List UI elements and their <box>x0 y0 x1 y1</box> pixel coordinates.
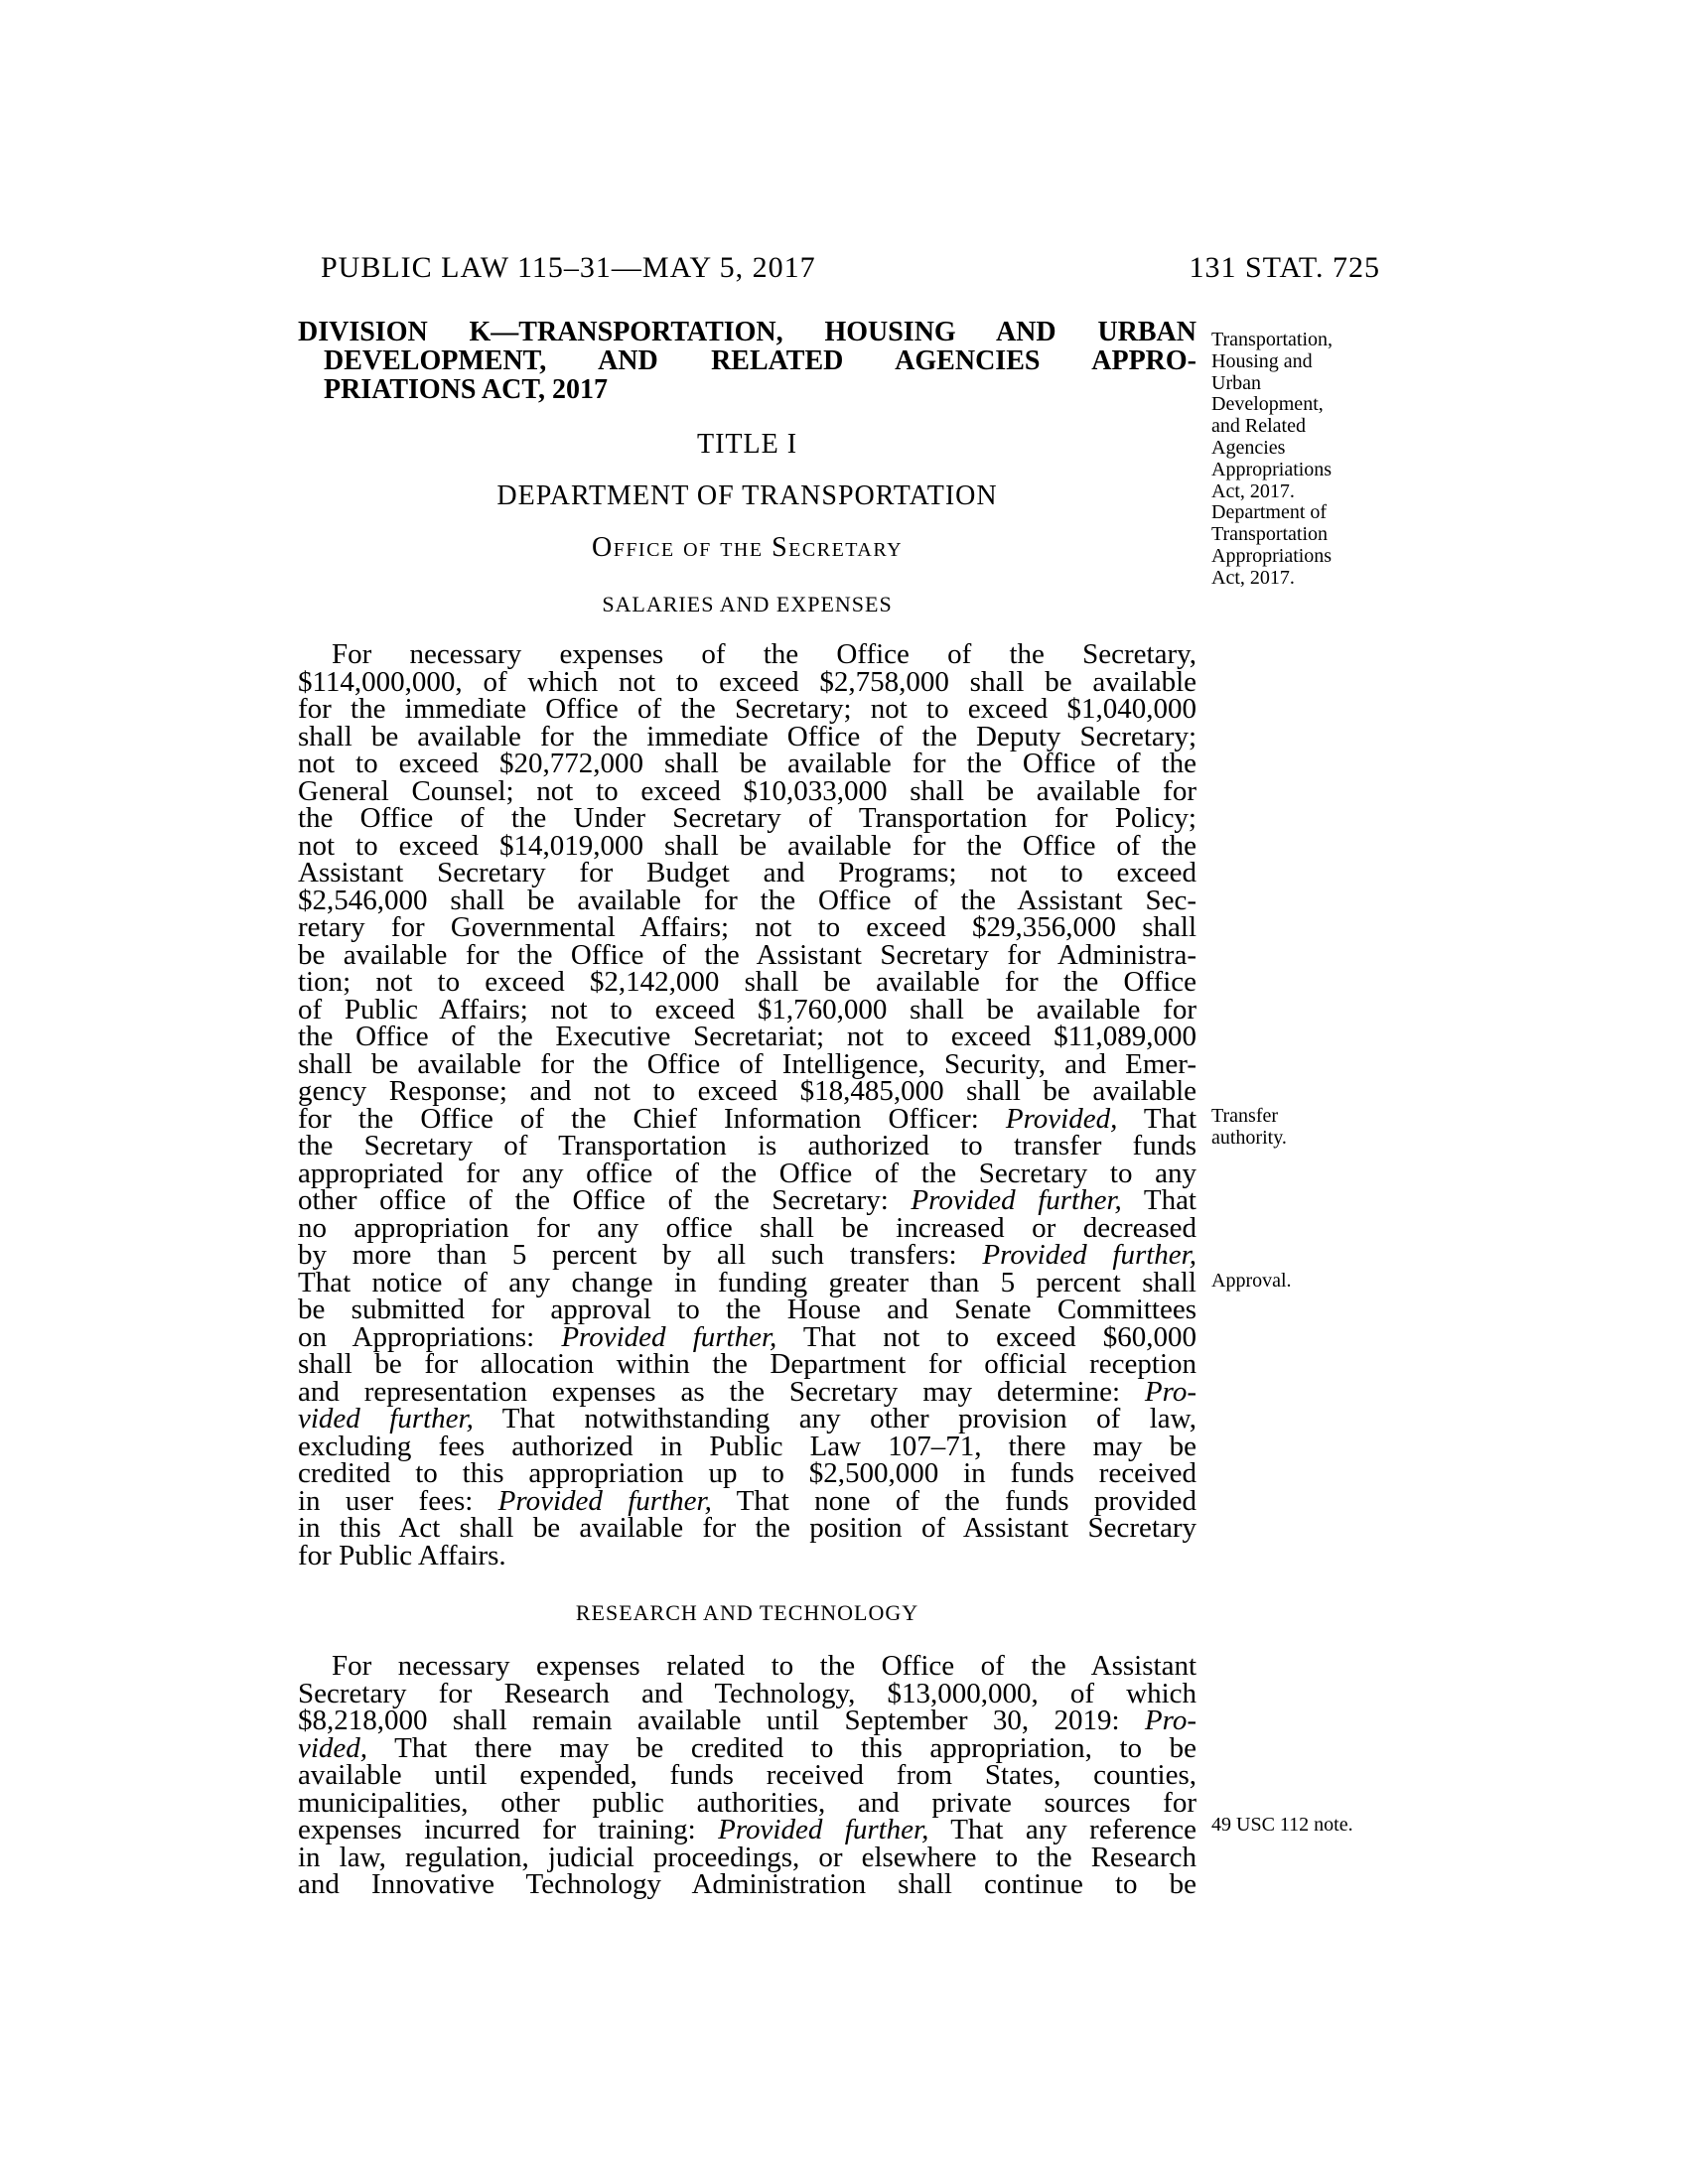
note-line: Department of <box>1211 501 1328 524</box>
division-heading-line: PRIATIONS ACT, 2017 <box>324 374 609 405</box>
text-line: other office of the Office of the Secretary: Provided further, That <box>298 1184 1196 1216</box>
margin-note-transfer-authority <box>1211 1106 1385 1150</box>
text-line: shall be available for the immediate Office of the Deputy Secretary; <box>298 720 1196 752</box>
margin-note-approval <box>1211 1271 1385 1293</box>
text-line: be available for the Office of the Assistant Secretary for Administra- <box>298 938 1196 971</box>
text-line: the Office of the Under Secretary of Transportation for Policy; <box>298 802 1196 834</box>
running-head: PUBLIC LAW 115–31—MAY 5, 2017 <box>321 251 816 284</box>
text-line: municipalities, other public authorities, and private sources for <box>298 1786 1196 1819</box>
text-line: That notice of any change in funding greater than 5 percent shall <box>298 1266 1196 1298</box>
text-line: For necessary expenses of the Office of the Secretary, <box>332 638 1196 670</box>
office-of-the-secretary-heading: Office of the Secretary <box>591 532 904 563</box>
text-line: by more than 5 percent by all such transfers: Provided further, <box>298 1239 1196 1271</box>
text-line: for the immediate Office of the Secretary; not to exceed $1,040,000 <box>298 693 1196 725</box>
note-line: Urban <box>1211 371 1261 394</box>
text-line: $2,546,000 shall be available for the Office of the Assistant Sec- <box>298 884 1196 916</box>
title-heading: TITLE I <box>696 429 798 460</box>
text-line: shall be available for the Office of Intelligence, Security, and Emer- <box>298 1047 1196 1080</box>
text-line: not to exceed $14,019,000 shall be available for the Office of the <box>298 829 1196 862</box>
text-line: not to exceed $20,772,000 shall be available for the Office of the <box>298 748 1196 779</box>
text-line: of Public Affairs; not to exceed $1,760,000 shall be available for <box>298 993 1196 1025</box>
research-paragraph <box>298 1650 1196 1900</box>
stat-page-number: 131 STAT. 725 <box>1189 251 1380 284</box>
text-line: tion; not to exceed $2,142,000 shall be available for the Office <box>298 966 1196 998</box>
text-line: in user fees: Provided further, That none of the funds provided <box>298 1484 1196 1517</box>
text-line: excluding fees authorized in Public Law 107–71, there may be <box>298 1430 1196 1462</box>
note-line: Act, 2017. <box>1211 566 1295 589</box>
note-line: Appropriations <box>1211 544 1333 567</box>
text-line: no appropriation for any office shall be increased or decreased <box>298 1211 1196 1244</box>
salaries-and-expenses-heading: SALARIES AND EXPENSES <box>602 592 893 616</box>
division-heading <box>298 318 1196 404</box>
note-line: and Related <box>1211 415 1306 438</box>
text-line: available until expended, funds received from States, counties, <box>298 1759 1196 1791</box>
note-line: Appropriations <box>1211 458 1333 480</box>
department-heading: DEPARTMENT OF TRANSPORTATION <box>496 480 998 511</box>
text-line: For necessary expenses related to the Office of the Assistant <box>332 1650 1196 1682</box>
text-line: shall be for allocation within the Department for official reception <box>298 1348 1196 1380</box>
note-line: Transportation, <box>1211 329 1334 350</box>
text-line: appropriated for any office of the Office of the Secretary to any <box>298 1157 1196 1189</box>
text-line: vided further, That notwithstanding any other provision of law, <box>298 1403 1196 1434</box>
research-and-technology-heading: RESEARCH AND TECHNOLOGY <box>575 1600 919 1625</box>
text-line: and representation expenses as the Secretary may determine: Pro- <box>298 1375 1196 1408</box>
text-line: for the Office of the Chief Information Officer: Provided, That <box>298 1102 1196 1135</box>
division-heading-line: DIVISION K—TRANSPORTATION, HOUSING AND URBAN <box>298 317 1196 347</box>
note-line: Transportation <box>1211 523 1329 546</box>
note-line: Act, 2017. <box>1211 479 1295 502</box>
text-line: the Secretary of Transportation is authorized to transfer funds <box>298 1130 1196 1161</box>
salaries-paragraph <box>298 638 1196 1571</box>
text-line: in this Act shall be available for the position of Assistant Secretary <box>298 1512 1196 1544</box>
text-line: and Innovative Technology Administration shall continue to be <box>298 1868 1196 1900</box>
note-line: 49 USC 112 note. <box>1211 1814 1353 1836</box>
text-line: for Public Affairs. <box>298 1539 506 1571</box>
text-line: vided, That there may be credited to this appropriation, to be <box>298 1731 1196 1764</box>
text-line: be submitted for approval to the House and Senate Committees <box>298 1294 1196 1325</box>
text-line: General Counsel; not to exceed $10,033,000 shall be available for <box>298 774 1196 807</box>
text-line: gency Response; and not to exceed $18,485,000 shall be available <box>298 1075 1196 1107</box>
text-line: in law, regulation, judicial proceedings, or elsewhere to the Research <box>298 1841 1196 1873</box>
text-line: $114,000,000, of which not to exceed $2,758,000 shall be available <box>298 665 1196 698</box>
text-line: retary for Governmental Affairs; not to exceed $29,356,000 shall <box>298 911 1196 943</box>
note-line: Transfer <box>1211 1105 1279 1127</box>
note-line: Housing and <box>1211 349 1313 372</box>
margin-note-act-titles <box>1211 330 1385 590</box>
note-line: Development, <box>1211 393 1324 416</box>
text-line: Assistant Secretary for Budget and Programs; not to exceed <box>298 857 1196 888</box>
text-line: expenses incurred for training: Provided further, That any reference <box>298 1814 1196 1845</box>
margin-note-usc-reference <box>1211 1815 1385 1837</box>
division-heading-line: DEVELOPMENT, AND RELATED AGENCIES APPRO- <box>324 345 1196 376</box>
text-line: the Office of the Executive Secretariat; not to exceed $11,089,000 <box>298 1021 1196 1052</box>
note-line: Agencies <box>1211 436 1286 459</box>
text-line: on Appropriations: Provided further, That not to exceed $60,000 <box>298 1320 1196 1353</box>
text-line: credited to this appropriation up to $2,500,000 in funds received <box>298 1457 1196 1489</box>
text-line: $8,218,000 shall remain available until September 30, 2019: Pro- <box>298 1705 1196 1736</box>
note-line: authority. <box>1211 1126 1287 1149</box>
text-line: Secretary for Research and Technology, $13,000,000, of which <box>298 1677 1196 1709</box>
note-line: Approval. <box>1211 1270 1292 1292</box>
